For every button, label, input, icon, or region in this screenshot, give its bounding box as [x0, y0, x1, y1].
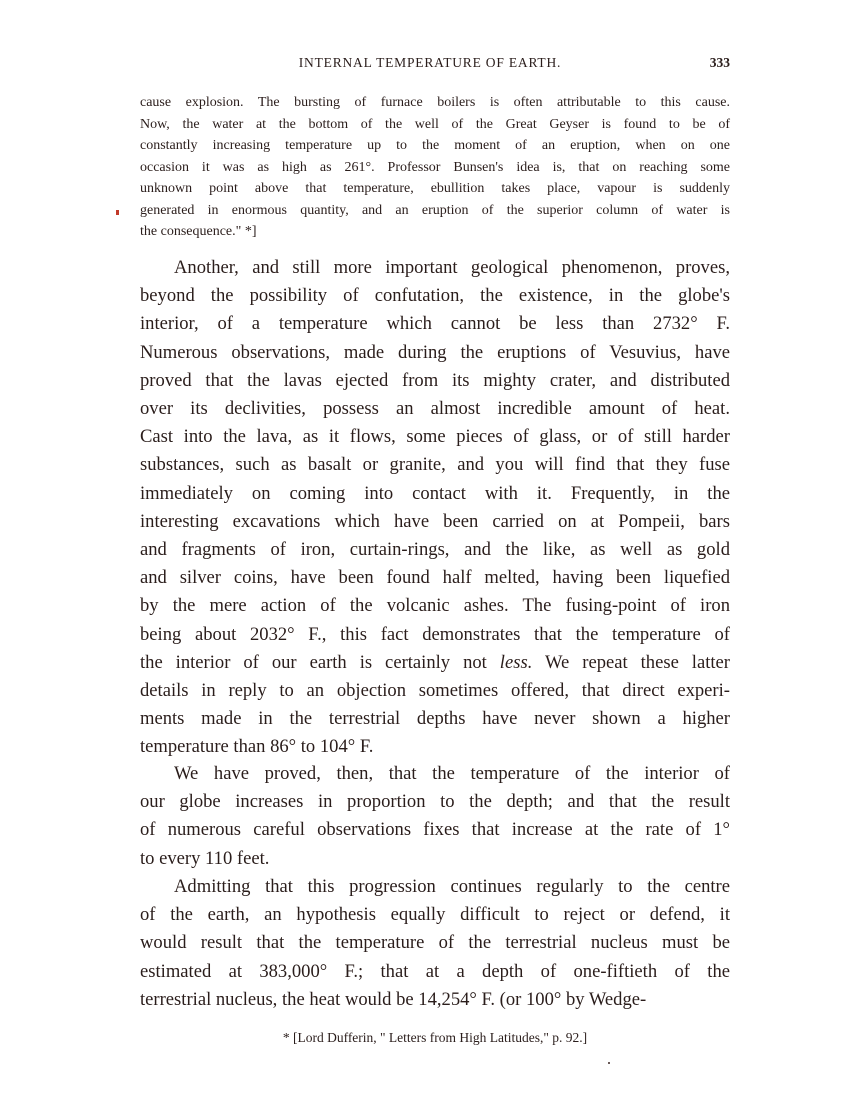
text-line: constantly increasing temperature up to the moment of an eruption, when on one — [140, 138, 730, 153]
text-line: and silver coins, have been found half melted, having been liquefied — [140, 567, 730, 589]
running-title: INTERNAL TEMPERATURE OF EARTH. — [298, 55, 562, 70]
text-line: over its declivities, possess an almost incredible amount of heat. — [140, 398, 730, 420]
text-line: of the earth, an hypothesis equally difficult to reject or defend, it — [140, 904, 730, 926]
text-line: Cast into the lava, as it flows, some pieces of glass, or of still harder — [140, 426, 730, 448]
text-line: occasion it was as high as 261°. Professor Bunsen's idea is, that on reaching some — [140, 159, 730, 175]
text-line: Admitting that this progression continues regularly to the centre — [174, 876, 730, 897]
text-line: generated in enormous quantity, and an eruption of the superior column of water is — [140, 202, 730, 218]
paragraph-nucleus-temperature — [140, 873, 730, 1014]
text-line: of numerous careful observations fixes that increase at the rate of 1° — [140, 819, 730, 841]
text-line: terrestrial nucleus, the heat would be 14,254° F. (or 100° by Wedge- — [140, 988, 647, 1010]
quoted-passage — [140, 92, 730, 243]
page-number: 333 — [709, 55, 730, 70]
text-segment: the interior of our earth is certainly not — [140, 651, 500, 673]
footnote: * [Lord Dufferin, " Letters from High Latitudes," p. 92.] — [282, 1030, 588, 1045]
text-line: to every 110 feet. — [140, 847, 270, 869]
text-line: estimated at 383,000° F.; that at a depth of one-fiftieth of the — [140, 960, 730, 982]
margin-mark — [116, 210, 119, 215]
text-line: would result that the temperature of the terrestrial nucleus must be — [140, 932, 730, 954]
text-line: substances, such as basalt or granite, and you will find that they fuse — [140, 454, 730, 476]
paragraph-lava-temperature — [140, 254, 730, 762]
text-line: by the mere action of the volcanic ashes. The fusing-point of iron — [140, 595, 730, 617]
text-line: Now, the water at the bottom of the well of the Great Geyser is found to be of — [140, 116, 730, 132]
text-line: and fragments of iron, curtain-rings, and the like, as well as gold — [140, 539, 730, 561]
stray-ink-dot — [608, 1062, 610, 1064]
text-line: interesting excavations which have been carried on at Pompeii, bars — [140, 510, 730, 532]
text-line: ments made in the terrestrial depths have never shown a higher — [140, 708, 730, 730]
text-line: the consequence." *] — [140, 224, 257, 239]
text-line: Another, and still more important geological phenomenon, proves, — [174, 257, 730, 278]
text-line: interior, of a temperature which cannot be less than 2732° F. — [140, 313, 730, 335]
text-line — [140, 649, 730, 677]
text-line: We have proved, then, that the temperature of the interior of — [174, 763, 730, 784]
text-segment: We repeat these latter — [532, 651, 730, 673]
text-line: details in reply to an objection sometimes offered, that direct experi- — [140, 680, 730, 702]
text-line: our globe increases in proportion to the depth; and that the result — [140, 791, 730, 813]
text-line: proved that the lavas ejected from its mighty crater, and distributed — [140, 369, 730, 391]
text-line: being about 2032° F., this fact demonstrates that the temperature of — [140, 623, 730, 645]
text-line: immediately on coming into contact with it. Frequently, in the — [140, 482, 730, 504]
text-line: beyond the possibility of confutation, the existence, in the globe's — [140, 285, 730, 307]
text-line: cause explosion. The bursting of furnace boilers is often attributable to this cause. — [140, 95, 730, 110]
text-line: Numerous observations, made during the eruptions of Vesuvius, have — [140, 341, 730, 363]
running-head — [140, 55, 730, 75]
italic-word: less. — [499, 651, 533, 673]
text-line: unknown point above that temperature, ebullition takes place, vapour is suddenly — [140, 181, 730, 196]
text-line: temperature than 86° to 104° F. — [140, 736, 374, 758]
paragraph-temperature-gradient — [140, 760, 730, 873]
